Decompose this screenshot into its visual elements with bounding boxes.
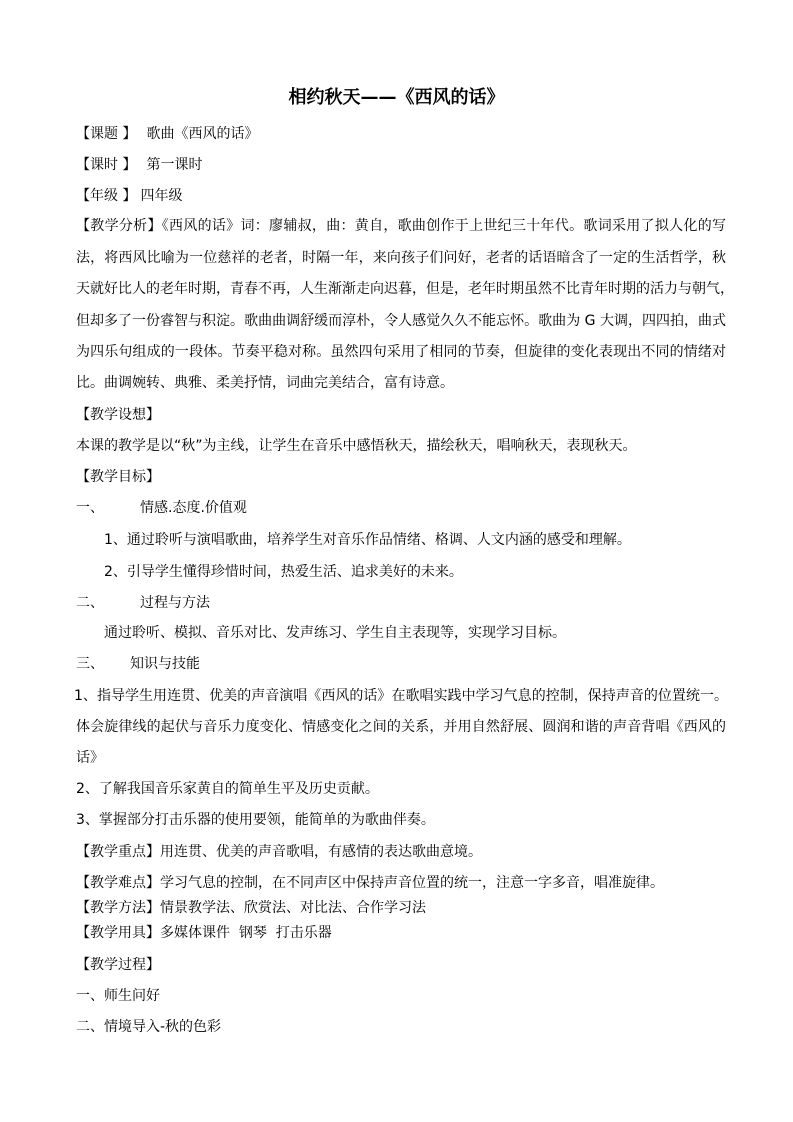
design-label: 【教学设想】 xyxy=(76,407,160,423)
grade-value: 四年级 xyxy=(140,188,183,204)
analysis-label: 【教学分析】 xyxy=(76,218,162,234)
goal-section-3-item-1-line-1: 1、指导学生用连贯、优美的声音演唱《西风的话》在歌唱实践中学习气息的控制，保持声音的位置统一。 xyxy=(74,688,728,704)
grade-label: 【年级 】 xyxy=(76,188,137,204)
method-row xyxy=(76,898,726,918)
analysis-line-4: 但却多了一份睿智与积淀。歌曲曲调舒缓而淳朴，令人感觉久久不能忘怀。歌曲为 G 大调，四四拍，曲式 xyxy=(76,313,726,329)
analysis-text: 《西风的话》词：廖辅叔，曲：黄自，歌曲创作于上世纪三十年代。歌词采用了拟人化的写 xyxy=(161,218,726,234)
goal-section-1-title: 情感.态度.价值观 xyxy=(140,500,247,516)
keypoint-label: 【教学重点】 xyxy=(76,844,160,860)
process-label: 【教学过程】 xyxy=(76,957,160,973)
goal-section-1-item-1: 1、通过聆听与演唱歌曲，培养学生对音乐作品情绪、格调、人文内涵的感受和理解。 xyxy=(104,532,631,548)
analysis-line-2: 法，将西风比喻为一位慈祥的老者，时隔一年，来向孩子们问好，老者的话语暗含了一定的生活哲学，秋 xyxy=(76,250,726,266)
difficulty-label: 【教学难点】 xyxy=(76,875,160,891)
period-label: 【课时 】 xyxy=(76,157,137,173)
difficulty-row xyxy=(76,873,726,893)
difficulty-text: 学习气息的控制，在不同声区中保持声音位置的统一，注意一字多音，唱准旋律。 xyxy=(160,875,664,891)
goal-section-3-item-3: 3、掌握部分打击乐器的使用要领，能简单的为歌曲伴奏。 xyxy=(76,812,435,828)
analysis-line-6: 比。曲调婉转、典雅、柔美抒情，词曲完美结合，富有诗意。 xyxy=(76,375,454,391)
document-title: 相约秋天——《西风的话》 xyxy=(288,87,505,108)
tools-label: 【教学用具】 xyxy=(76,925,160,941)
goal-section-2 xyxy=(76,593,726,613)
goals-label: 【教学目标】 xyxy=(76,469,160,485)
method-text: 情景教学法、欣赏法、对比法、合作学习法 xyxy=(160,900,426,916)
analysis-line-1 xyxy=(76,216,726,236)
goal-section-3-title: 知识与技能 xyxy=(130,656,200,672)
goal-section-1-item-2: 2、引导学生懂得珍惜时间，热爱生活、追求美好的未来。 xyxy=(104,564,463,580)
grade-row xyxy=(76,186,726,206)
goal-section-3 xyxy=(76,654,726,674)
method-label: 【教学方法】 xyxy=(76,900,160,916)
course-label: 【课题 】 xyxy=(76,126,137,142)
goal-section-3-item-2: 2、了解我国音乐家黄自的简单生平及历史贡献。 xyxy=(76,781,379,797)
analysis-line-3: 天就好比人的老年时期，青春不再，人生渐渐走向迟暮，但是，老年时期虽然不比青年时期的活力与朝气， xyxy=(76,281,734,297)
goal-section-1-number: 一、 xyxy=(76,500,104,516)
goal-section-2-title: 过程与方法 xyxy=(140,595,210,611)
goal-section-3-item-1-line-3: 话》 xyxy=(76,750,104,766)
period-value: 第一课时 xyxy=(146,157,203,173)
tools-row xyxy=(76,923,726,943)
goal-section-3-item-1-line-2: 体会旋律线的起伏与音乐力度变化、情感变化之间的关系，并用自然舒展、圆润和谐的声音背唱《西风的 xyxy=(76,719,726,735)
process-step-1: 一、师生问好 xyxy=(76,988,160,1004)
tools-text: 多媒体课件 钢琴 打击乐器 xyxy=(160,925,332,941)
goal-section-3-number: 三、 xyxy=(76,656,104,672)
process-step-2: 二、情境导入-秋的色彩 xyxy=(76,1019,222,1035)
analysis-line-5: 为四乐句组成的一段体。节奏平稳对称。虽然四句采用了相同的节奏，但旋律的变化表现出不同的情绪对 xyxy=(76,344,726,360)
course-row xyxy=(76,124,726,144)
course-value: 歌曲《西风的话》 xyxy=(146,126,259,142)
period-row xyxy=(76,155,726,175)
goal-section-2-text: 通过聆听、模拟、音乐对比、发声练习、学生自主表现等，实现学习目标。 xyxy=(104,625,566,641)
goal-section-1 xyxy=(76,498,726,518)
keypoint-row xyxy=(76,842,726,862)
keypoint-text: 用连贯、优美的声音歌唱，有感情的表达歌曲意境。 xyxy=(160,844,482,860)
design-text: 本课的教学是以“秋”为主线，让学生在音乐中感悟秋天，描绘秋天，唱响秋天，表现秋天。 xyxy=(76,438,637,454)
goal-section-2-number: 二、 xyxy=(76,595,104,611)
